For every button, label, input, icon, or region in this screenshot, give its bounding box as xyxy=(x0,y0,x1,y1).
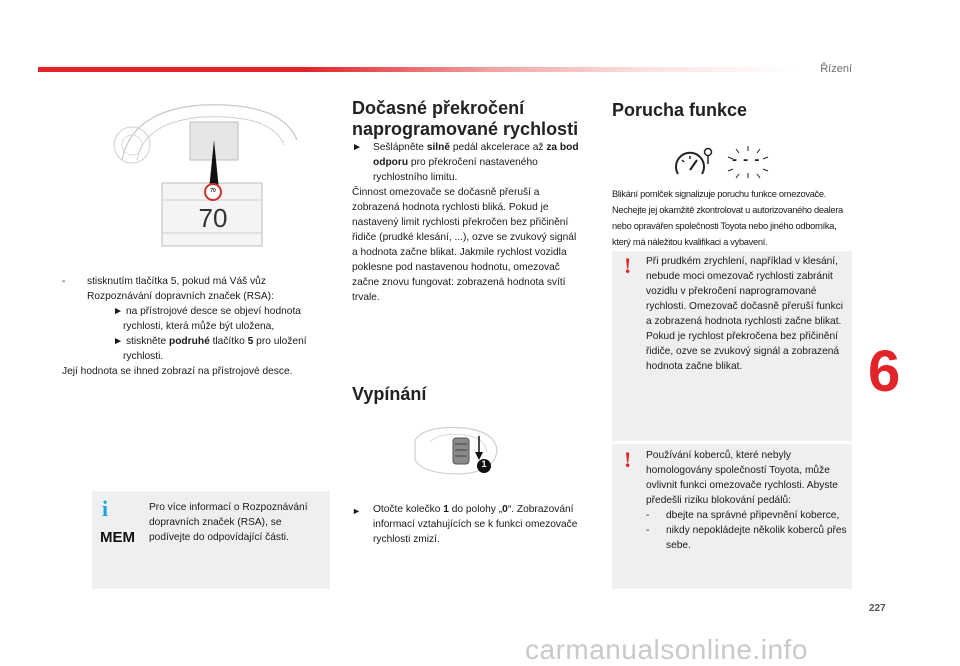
dash-marker: - xyxy=(646,510,650,521)
sub-item-text: stiskněte xyxy=(125,336,169,347)
warning-box-mats xyxy=(612,444,852,589)
instruction-text: do polohy „ xyxy=(448,504,503,515)
left-list xyxy=(62,274,332,379)
fault-caption: Blikání pomlček signalizuje poruchu funkce omezovače. Nechejte jej okamžitě zkontrolovat u autorizovaného dealera nebo opravářen společnosti Toyota nebo jiného odborníka, který má náležitou kvalifikaci a vybavení. xyxy=(612,189,843,247)
list-intro-text: stisknutím tlačítka 5, pokud má Váš vůz Rozpoznávání dopravních značek (RSA): xyxy=(87,276,274,302)
list-item xyxy=(646,523,851,553)
heading-line: naprogramované rychlosti xyxy=(352,119,579,139)
dash-marker: - xyxy=(646,525,650,536)
fault-dashes: - - - xyxy=(732,151,761,168)
list-item-text: nikdy nepokládejte několik koberců přes sebe. xyxy=(666,525,847,551)
warning-text: Používání koberců, které nebyly homologovány společností Toyota, může ovlivnit funkci omezovače rychlosti. Abyste předešli riziku blokování pedálů: xyxy=(646,450,838,506)
display-speed-value: 70 xyxy=(198,203,228,233)
switch-callout-number: 1 xyxy=(481,459,487,469)
middle-text xyxy=(352,140,584,305)
warning-icon: ! xyxy=(624,447,632,472)
bullet-text: pedál akcelerace až xyxy=(450,142,547,153)
bullet-item xyxy=(352,140,584,185)
sub-item-text: na přístrojové desce se objeví hodnota rychlosti, která může být uložena, xyxy=(123,306,301,332)
emphasis-text: 5 xyxy=(247,336,254,347)
memory-icon: MEM xyxy=(100,529,135,546)
list-item xyxy=(646,508,851,523)
dash-marker: - xyxy=(62,276,66,287)
stalk-switch-illustration xyxy=(405,420,505,480)
warning-icon: ! xyxy=(624,253,632,278)
emphasis-text: 0 xyxy=(502,504,508,515)
sub-item-text: tlačítko xyxy=(209,336,248,347)
info-icon: i xyxy=(102,496,109,521)
warning-box-acceleration xyxy=(612,251,852,441)
sub-item xyxy=(62,334,332,364)
section-title: Řízení xyxy=(820,63,852,75)
bullet-text: Sešlápněte xyxy=(373,142,427,153)
speed-sign-value: 70 xyxy=(210,188,216,194)
header-color-bar xyxy=(38,67,798,72)
section-heading-off: Vypínání xyxy=(352,384,427,404)
warning-text: Při prudkém zrychlení, například v klesání, nebude moci omezovač rychlosti zabránit vozidlu v překročení naprogramované rychlosti. Omezovač dočasně přeruší funkci a zobrazená hodnota rychlosti začne blikat. Pokud je rychlost překročena bez přičinění řidiče, ozve se zvukový signál a zobrazená hodnota začne blikat. xyxy=(646,256,844,372)
outro-paragraph: Její hodnota se ihned zobrazí na přístrojové desce. xyxy=(62,366,293,377)
arrow-bullet-icon: ► xyxy=(113,306,124,317)
watermark: carmanualsonline.info xyxy=(525,634,808,665)
info-text: Pro více informací o Rozpoznávání dopravních značek (RSA), se podívejte do odpovídající části. xyxy=(149,502,308,543)
off-instructions xyxy=(352,502,584,547)
list-item-text: dbejte na správné připevnění koberce, xyxy=(666,510,840,521)
bullet-text: pro překročení nastaveného rychlostního limitu. xyxy=(373,157,538,183)
arrow-bullet-icon: ► xyxy=(352,506,361,516)
emphasis-text: za bod odporu xyxy=(373,142,579,168)
chapter-number: 6 xyxy=(868,339,901,404)
page-number: 227 xyxy=(869,603,886,614)
arrow-bullet-icon: ► xyxy=(352,142,363,153)
instruction-text: “. Zobrazování informací vztahujících se k funkci omezovače rychlosti zmizí. xyxy=(373,504,578,545)
list-item xyxy=(62,274,332,304)
emphasis-text: silně xyxy=(426,142,451,153)
sub-item-text: pro uložení rychlosti. xyxy=(123,336,307,362)
warning-content xyxy=(646,448,851,553)
emphasis-text: podruhé xyxy=(168,336,210,347)
arrow-bullet-icon: ► xyxy=(113,336,124,347)
emphasis-text: 1 xyxy=(443,504,449,515)
section-heading-fault: Porucha funkce xyxy=(612,100,748,120)
info-box xyxy=(92,491,330,589)
section-heading-override xyxy=(352,98,592,140)
speed-limiter-icon xyxy=(672,146,714,180)
heading-line: Dočasné překročení xyxy=(352,98,525,118)
override-paragraph: Činnost omezovače se dočasně přeruší a zobrazená hodnota rychlosti bliká. Pokud je nastavený limit rychlosti překročen bez přičinění řidiče (prudké klesání, ...), ozve se zvukový signál a hodnota začne blikat. Jakmile rychlost vozidla poklesne pod nastavenou hodnotu, omezovač začne znovu fungovat: zobrazená hodnota svítí trvale. xyxy=(352,187,577,303)
sub-item xyxy=(62,304,332,334)
instruction-text: Otočte kolečko xyxy=(373,504,444,515)
